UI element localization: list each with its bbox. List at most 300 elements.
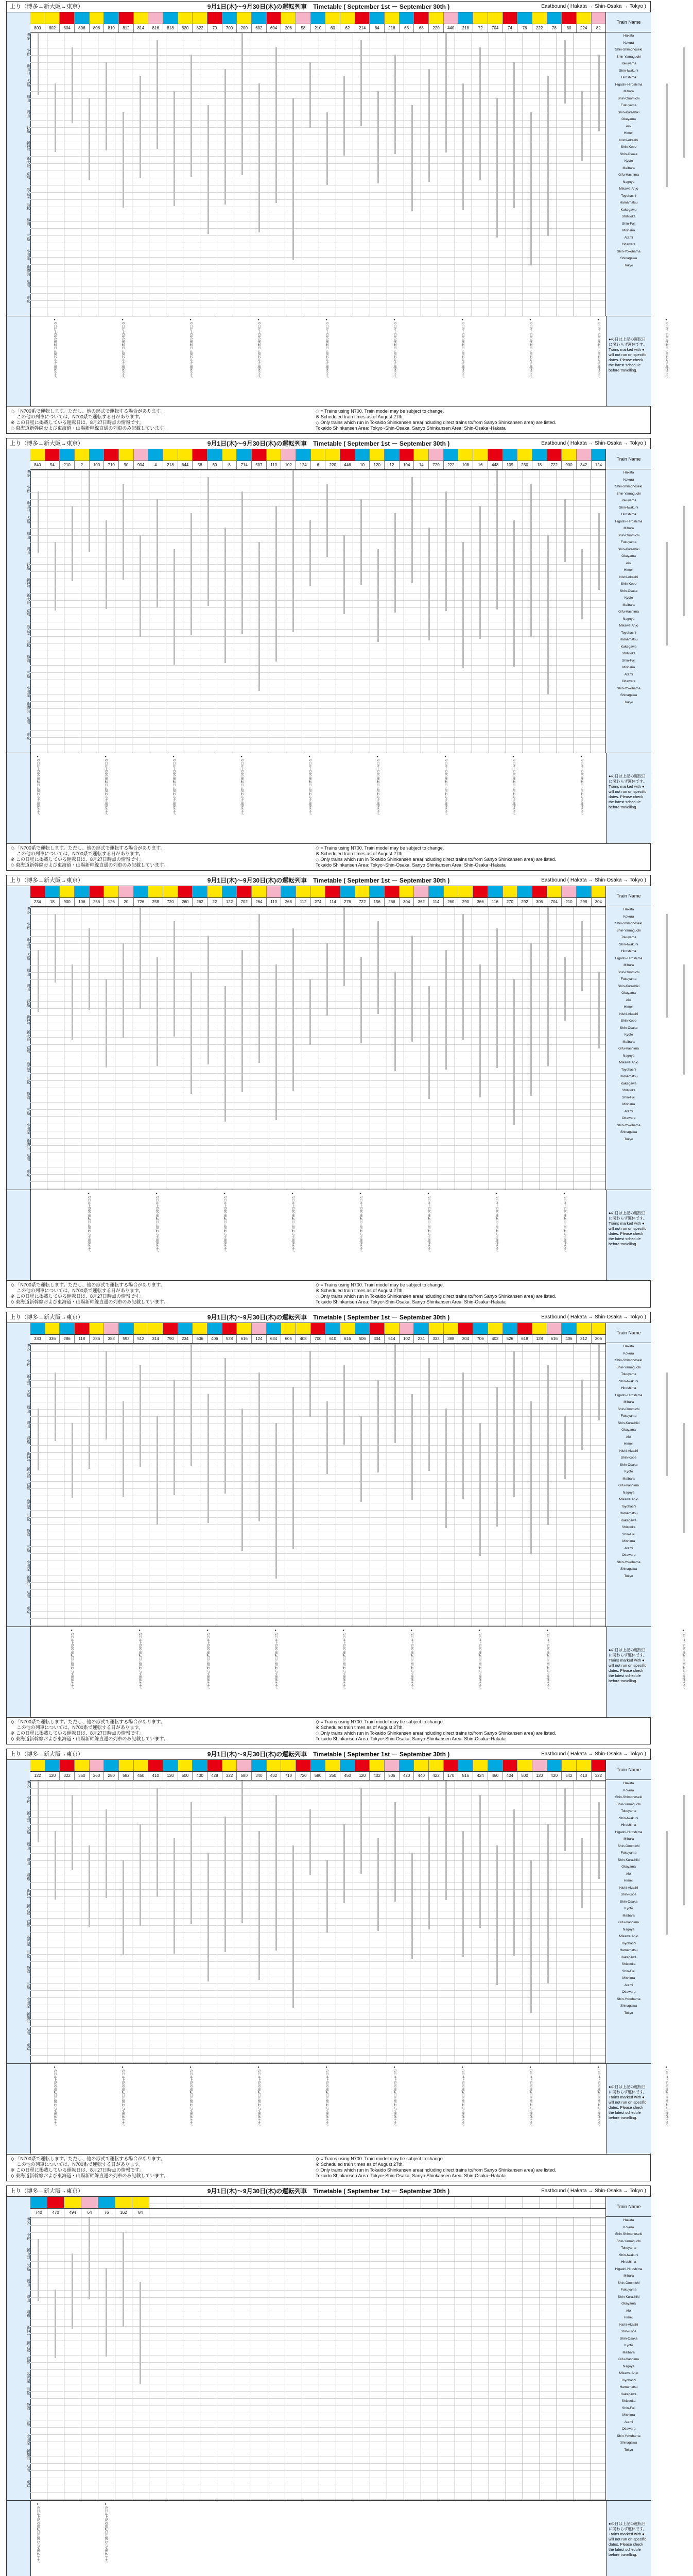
train-column (268, 1344, 285, 1626)
train-number: 304 (400, 898, 414, 906)
station-name-en: Shin-Shimonoseki (615, 1795, 643, 1799)
station-name-en: Toyohashi (621, 1504, 636, 1509)
remark-vertical-text: ●の日は上記の運転日に関わらず運休です。 (359, 1192, 362, 1254)
train-number: 304 (370, 1335, 385, 1343)
train-column (47, 470, 64, 753)
train-type-marker (104, 1323, 119, 1334)
station-band-label: 浜松 (26, 1951, 30, 1958)
train-type-marker (488, 12, 503, 24)
train-type-marker (207, 12, 222, 24)
train-type-marker (400, 449, 414, 461)
train-number: 410 (148, 1772, 163, 1780)
footnote-line: ◇ 「N700系で運転します。ただし、他の形式で運転する場合があります。 (11, 1282, 165, 1287)
train-column (659, 1781, 676, 2063)
train-type-marker (267, 1323, 282, 1334)
remark-jp: ●の日は上記の運転日に関わらず運休です。 (609, 1648, 647, 1657)
remark-jp: ●の日は上記の運転日に関わらず運休です。 (609, 774, 647, 784)
station-name-en: Nishi-Akashi (619, 1012, 638, 1016)
station-band-label: 姫路 (26, 1873, 30, 1880)
train-number: 210 (562, 898, 577, 906)
train-number: 582 (119, 1772, 134, 1780)
train-type-marker (163, 1323, 178, 1334)
train-number: 350 (75, 1772, 90, 1780)
train-column (506, 1344, 523, 1626)
train-number: 256 (90, 898, 105, 906)
remark-vertical-text: ●の日は上記の運転日に関わらず運休です。 (53, 318, 56, 380)
train-number: 720 (163, 898, 178, 906)
route-line (445, 1409, 447, 1528)
train-type-marker (60, 1760, 75, 1771)
train-name-header: Train Name (606, 2197, 651, 2217)
route-line (360, 40, 362, 126)
route-line (360, 1788, 362, 1874)
train-type-row (30, 886, 606, 897)
route-line (462, 1372, 464, 1499)
station-name-column (605, 12, 651, 316)
train-number: 408 (296, 1335, 311, 1343)
train-type-marker (488, 886, 503, 897)
train-type-marker (252, 1760, 267, 1771)
train-number: 507 (252, 461, 267, 469)
route-line (106, 2268, 107, 2357)
station-name-en: Hakata (623, 471, 634, 474)
station-name-en: Gifu-Hashima (618, 1921, 639, 1924)
route-line (38, 1781, 39, 1842)
train-number: 340 (252, 1772, 267, 1780)
train-type-marker (148, 449, 163, 461)
remark-label-cell (7, 1627, 31, 1717)
train-type-marker (252, 1323, 267, 1334)
footnote-line: ※ この日程に掲載している運転日は、8月27日時点の情報です。 (11, 1294, 144, 1299)
station-name-en: Nishi-Akashi (619, 1886, 638, 1890)
station-band-label: 博多 (26, 1344, 30, 1351)
route-line (292, 928, 294, 1091)
station-name-en: Nishi-Akashi (619, 138, 638, 142)
route-line (89, 470, 90, 552)
train-type-marker (60, 886, 75, 897)
train-type-marker (45, 12, 60, 24)
train-type-marker (252, 449, 267, 461)
station-name-en: Gifu-Hashima (618, 1484, 639, 1487)
train-column (149, 1344, 166, 1626)
station-name-en: Kakegawa (620, 2392, 637, 2396)
train-type-marker (132, 2197, 149, 2208)
train-number: 10 (355, 461, 370, 469)
station-name-en: Atami (624, 2420, 633, 2424)
route-line (275, 47, 277, 203)
train-number: 78 (547, 24, 562, 32)
train-name-header: Train Name (606, 449, 651, 469)
remark-vertical-text: ●の日は上記の運転日に関わらず運休です。 (342, 1629, 345, 1691)
footnote-line: Tokaido Shinkansen Area: Tokyo~Shin-Osaka, Sanyo Shinkansen Area: Shin-Osaka~Hakata (316, 426, 506, 431)
station-band-label: 東京 (26, 733, 30, 740)
station-band-label: 小倉 (26, 922, 30, 929)
train-number: 292 (517, 898, 532, 906)
station-name-en: Shin-Iwakuni (619, 69, 638, 73)
route-line (326, 1860, 328, 1933)
remark-jp: ●の日は上記の運転日に関わらず運休です。 (609, 1211, 647, 1221)
train-type-marker (385, 1323, 400, 1334)
footnotes-jp (11, 1282, 309, 1305)
route-label: 上り（博多→新大阪→東京） (10, 1751, 83, 1757)
station-band-label: 静岡 (26, 1529, 30, 1536)
footnote-line: ◇ = Trains using N700. Train model may be subject to change. (316, 1282, 444, 1287)
station-name-en: Hakata (623, 2218, 634, 2222)
train-type-marker (592, 12, 607, 24)
remark-en: Trains marked with ● will not run on specific dates. Please check the latest schedule before travelling. (609, 347, 647, 372)
route-line (411, 477, 413, 583)
timetable-grid (7, 449, 651, 753)
page-header (7, 1749, 650, 1759)
train-type-marker (193, 12, 207, 24)
station-name-en: Himeji (623, 1879, 634, 1883)
train-type-marker (222, 886, 237, 897)
route-line (411, 1853, 413, 1959)
station-band-label: 浜松 (26, 1077, 30, 1084)
train-column (47, 2217, 64, 2500)
station-name-en: Nishi-Akashi (619, 2323, 638, 2327)
station-name-en: Tokyo (624, 1137, 633, 1141)
train-column (234, 1344, 251, 1626)
station-name-en: Higashi-Hiroshima (615, 519, 643, 523)
route-line (55, 1831, 56, 1900)
route-line (72, 1795, 73, 1870)
route-line (479, 964, 481, 1097)
train-type-marker (45, 449, 60, 461)
route-line (174, 1380, 175, 1495)
train-number: 80 (562, 24, 577, 32)
train-number: 54 (45, 461, 60, 469)
station-band-label: 名古屋 (26, 1061, 30, 1072)
station-name-en: Shin-Kurashiki (618, 2295, 639, 2299)
route-line (581, 1838, 583, 1908)
train-column (64, 2217, 81, 2500)
train-column (115, 33, 132, 316)
train-column (166, 1344, 183, 1626)
train-column (540, 1781, 557, 2063)
station-name-en: Odawara (621, 1553, 636, 1557)
station-name-en: Higashi-Hiroshima (615, 2267, 643, 2271)
station-band-label: 小田原 (26, 249, 30, 260)
route-line (394, 55, 396, 154)
station-name-en: Shin-Iwakuni (619, 1379, 638, 1383)
station-band-label: 新神戸 (26, 1452, 30, 1463)
station-band-label: 東京 (26, 1606, 30, 1614)
train-column (81, 907, 98, 1190)
train-name-header: Train Name (606, 12, 651, 32)
timetable-grid (7, 2196, 651, 2500)
train-number: 644 (178, 461, 193, 469)
footnotes-en (316, 409, 645, 431)
train-column (659, 33, 676, 316)
train-type-marker (75, 1323, 90, 1334)
train-number: 904 (134, 461, 149, 469)
footnote-line: ◇ 東海道新幹線および東海道・山陽新幹線直通の列車のみ記載しています。 (11, 426, 168, 431)
station-band-label: 東京 (26, 296, 30, 303)
train-number: 22 (207, 898, 222, 906)
footnote-line: ◇ = Trains using N700. Train model may be subject to change. (316, 845, 444, 851)
route-line (207, 477, 209, 606)
route-line (106, 979, 107, 1067)
station-band-label: 博多 (26, 1781, 30, 1788)
train-number: 114 (325, 898, 340, 906)
station-name-en: Kokura (623, 1351, 634, 1355)
train-type-marker (577, 886, 592, 897)
station-name-en: Shin-Osaka (620, 152, 637, 156)
train-column (421, 470, 438, 753)
remark-vertical-text: ●の日は上記の運転日に関わらず運休です。 (189, 318, 192, 380)
train-number: 804 (60, 24, 75, 32)
station-name-en: Shin-Shimonoseki (615, 922, 643, 925)
train-columns (30, 1760, 606, 2063)
train-type-marker (60, 1323, 75, 1334)
train-type-marker (119, 449, 134, 461)
station-name-en: Hiroshima (621, 950, 636, 953)
train-type-marker (429, 449, 444, 461)
train-number: 304 (592, 898, 607, 906)
station-name-en: Maibara (622, 1477, 635, 1481)
train-type-marker (458, 886, 473, 897)
train-type-marker (311, 1323, 326, 1334)
station-name-en: Okayama (621, 991, 636, 995)
train-type-marker (296, 12, 311, 24)
timetable-page (6, 1312, 685, 1744)
remark-vertical-text: ●の日は上記の運転日に関わらず運休です。 (257, 2066, 260, 2128)
station-name-en: Tokyo (624, 263, 633, 267)
route-line (241, 1781, 243, 1923)
train-number: 62 (340, 24, 355, 32)
route-line (157, 499, 158, 607)
station-name-en: Fukuyama (620, 540, 637, 544)
route-line (428, 69, 430, 182)
footnotes-jp (11, 2156, 309, 2179)
train-number: 84 (132, 2209, 149, 2217)
train-column (574, 1781, 591, 2063)
train-type-marker (64, 2197, 81, 2208)
train-number: 58 (296, 24, 311, 32)
train-number: 700 (311, 1335, 326, 1343)
route-line (241, 33, 243, 175)
train-column (421, 33, 438, 316)
remark-en: Trains marked with ● will not run on specific dates. Please check the latest schedule before travelling. (609, 1658, 647, 1683)
remark-vertical-text: ●の日は上記の運転日に関わらず運休です。 (512, 755, 515, 817)
station-name-en: Higashi-Hiroshima (615, 82, 643, 87)
station-band-label: 名古屋 (26, 2372, 30, 2383)
route-line (55, 1372, 56, 1441)
time-cells (30, 907, 606, 1190)
station-name-en: Fukuyama (620, 104, 637, 107)
train-type-marker (517, 12, 532, 24)
route-line (394, 1344, 396, 1443)
route-line (530, 1401, 532, 1554)
train-number: 428 (207, 1772, 222, 1780)
station-name-en: Kyoto (624, 596, 633, 600)
train-number: 820 (178, 24, 193, 32)
train-type-marker (532, 12, 547, 24)
train-number: 816 (148, 24, 163, 32)
train-number: 20 (119, 898, 134, 906)
station-name-en: Shinagawa (620, 2004, 637, 2008)
route-line (598, 1344, 600, 1420)
station-name-en: Himeji (623, 1442, 634, 1446)
train-number: 450 (134, 1772, 149, 1780)
train-column (659, 907, 676, 1190)
station-name-en: Okayama (621, 1865, 636, 1869)
train-column (319, 907, 336, 1190)
station-band-label: 三島 (26, 1981, 30, 1989)
station-name-en: Maibara (622, 2350, 635, 2354)
remark-en: Trains marked with ● will not run on specific dates. Please check the latest schedule before travelling. (609, 1221, 647, 1246)
train-number: 322 (60, 1772, 75, 1780)
train-type-marker (148, 12, 163, 24)
train-type-marker (178, 1760, 193, 1771)
station-band-label: 新大阪 (26, 594, 30, 604)
train-type-marker (488, 1760, 503, 1771)
train-number: 580 (237, 1772, 252, 1780)
train-type-marker (444, 1323, 459, 1334)
train-type-marker (178, 1323, 193, 1334)
train-column (370, 907, 387, 1190)
station-name-en: Tokuyama (621, 936, 636, 939)
train-number: 12 (385, 461, 400, 469)
station-band-label: 広島 (26, 953, 30, 960)
direction-label: Eastbound ( Hakata → Shin-Osaka → Tokyo ) (541, 877, 646, 883)
route-line (530, 1860, 532, 2013)
page-header (7, 2, 650, 12)
train-column (302, 33, 319, 316)
train-column (251, 1344, 268, 1626)
train-type-marker (488, 1323, 503, 1334)
train-number: 336 (45, 1335, 60, 1343)
station-name-en: Mishima (622, 2413, 635, 2417)
train-number: 102 (400, 1335, 414, 1343)
station-name-en: Fukuyama (620, 1414, 637, 1418)
train-name-header: Train Name (606, 1760, 651, 1780)
train-column (268, 33, 285, 316)
train-number: 700 (222, 24, 237, 32)
train-column (421, 907, 438, 1190)
station-name-en: Maibara (622, 603, 635, 607)
train-number: 286 (60, 1335, 75, 1343)
train-number: 64 (81, 2209, 98, 2217)
station-name-en: Kokura (623, 914, 634, 919)
train-number: 286 (90, 1335, 105, 1343)
train-type-marker (473, 1760, 488, 1771)
train-number: 420 (547, 1772, 562, 1780)
station-name-column (605, 1760, 651, 2063)
station-name-column (605, 886, 651, 1190)
train-number: 790 (163, 1335, 178, 1343)
station-band-label: 京都 (26, 1483, 30, 1490)
train-type-marker (562, 449, 577, 461)
station-name-en: Kokura (623, 1788, 634, 1792)
train-column (234, 33, 251, 316)
train-type-marker (311, 886, 326, 897)
train-column (336, 1344, 353, 1626)
train-column (98, 1344, 115, 1626)
route-line (496, 470, 498, 609)
station-band-label: 小田原 (26, 1560, 30, 1571)
station-name-en: Shin-Onomichi (617, 1407, 640, 1411)
train-type-marker (296, 1760, 311, 1771)
station-band-label: 新大阪 (26, 157, 30, 167)
train-column (370, 1344, 387, 1626)
train-type-marker (370, 1323, 385, 1334)
train-type-marker (458, 1760, 473, 1771)
station-band-label: 浜松 (26, 1514, 30, 1521)
train-column (234, 1781, 251, 2063)
train-type-marker (104, 449, 119, 461)
remark-vertical-text: ●の日は上記の運転日に関わらず運休です。 (478, 1629, 481, 1691)
train-column (217, 470, 234, 753)
train-type-marker (104, 1760, 119, 1771)
station-name-en: Himeji (623, 2316, 634, 2319)
station-name-en: Toyohashi (621, 2378, 636, 2382)
train-type-marker (296, 1323, 311, 1334)
station-band-label: 新横浜 (26, 2449, 30, 2460)
station-name-en: Shin-Onomichi (617, 2281, 640, 2285)
train-type-marker (325, 12, 340, 24)
station-name-en: Tokuyama (621, 499, 636, 502)
footnotes (7, 1717, 651, 1745)
train-number-row (30, 1334, 606, 1344)
route-line (140, 76, 141, 178)
train-type-marker (222, 449, 237, 461)
footnote-line: ◇ 「N700系で運転します。ただし、他の形式で運転する場合があります。 (11, 1719, 165, 1724)
route-line (292, 1387, 294, 1549)
train-number: 114 (429, 898, 444, 906)
train-number: 512 (134, 1335, 149, 1343)
route-line (326, 943, 328, 1015)
train-column (81, 470, 98, 753)
train-column (149, 33, 166, 316)
train-type-marker (340, 886, 355, 897)
station-name-en: Shin-Iwakuni (619, 2253, 638, 2257)
direction-label: Eastbound ( Hakata → Shin-Osaka → Tokyo ) (541, 1314, 646, 1320)
page-title: 9月1日(木)～9月30日(木)の運転列車 Timetable ( September 1st － September 30th ) (207, 877, 450, 884)
train-number: 220 (429, 24, 444, 32)
train-number: 818 (163, 24, 178, 32)
train-number: 128 (532, 1335, 547, 1343)
remark-vertical-text: ●の日は上記の運転日に関わらず運休です。 (665, 318, 668, 380)
train-type-marker (325, 1760, 340, 1771)
route-line (581, 921, 583, 991)
route-line (38, 492, 39, 553)
train-type-marker (325, 1323, 340, 1334)
footnote-line: この他の列車については、N700系で運転する日があります。 (11, 414, 144, 419)
direction-label: Eastbound ( Hakata → Shin-Osaka → Tokyo ) (541, 4, 646, 9)
train-type-marker (370, 449, 385, 461)
train-column (81, 33, 98, 316)
station-band-label: 品川 (26, 1154, 30, 1161)
station-band-label: 三島 (26, 671, 30, 678)
train-type-marker (104, 886, 119, 897)
station-name-en: Mishima (622, 229, 635, 232)
train-column (557, 1344, 574, 1626)
train-column (319, 1781, 336, 2063)
route-label: 上り（博多→新大阪→東京） (10, 4, 83, 10)
train-number: 342 (577, 461, 592, 469)
footnote-line: この他の列車については、N700系で運転する日があります。 (11, 2162, 144, 2167)
station-name-en: Hamamatsu (619, 1512, 638, 1515)
station-name-en: Tokuyama (621, 62, 636, 65)
train-type-marker (355, 1760, 370, 1771)
station-name-en: Odawara (621, 680, 636, 683)
train-type-marker (163, 886, 178, 897)
train-column (47, 1344, 64, 1626)
train-number: 280 (104, 1772, 119, 1780)
station-band-label: 新山口 (26, 938, 30, 948)
